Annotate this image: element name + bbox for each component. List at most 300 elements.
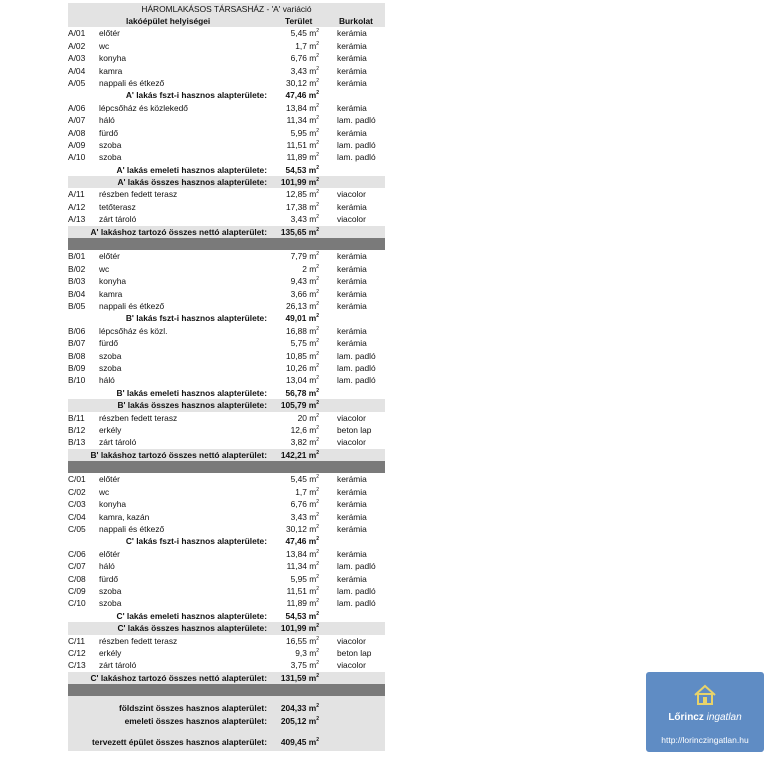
unit: m: [309, 338, 317, 349]
room-row: [68, 635, 385, 647]
room-row: [68, 263, 385, 275]
room-area-cell: 16,88 $m^2$: [285, 325, 319, 336]
room-name: tetőterasz: [99, 201, 136, 212]
room-area: 12,6: [290, 424, 307, 435]
unit: m: [309, 635, 317, 646]
room-row: [68, 473, 385, 485]
room-name: részben fedett terasz: [99, 412, 178, 423]
units-container: [68, 27, 385, 696]
room-name: előtér: [99, 251, 120, 262]
header-rooms: lakóépület helyiségei: [126, 16, 211, 26]
room-row: [68, 188, 385, 200]
room-finish: kerámia: [337, 573, 367, 584]
room-area: 9,3: [295, 647, 307, 658]
unit: m: [309, 139, 317, 150]
room-area: 5,45: [290, 28, 307, 39]
room-code: A/05: [68, 77, 86, 88]
unit-total-value: 105,79: [280, 400, 307, 411]
room-area: 3,43: [290, 511, 307, 522]
subtotal-label: A' lakás emeleti hasznos alapterülete:: [116, 164, 267, 175]
room-code: C/09: [68, 585, 86, 596]
room-area: 3,43: [290, 214, 307, 225]
room-finish: lam. padló: [337, 598, 376, 609]
subtotal-value-cell: 47,46 $m^2$: [285, 536, 319, 547]
room-finish: kerámia: [337, 338, 367, 349]
room-finish: viacolor: [337, 214, 366, 225]
room-finish: kerámia: [337, 65, 367, 76]
room-name: előtér: [99, 548, 120, 559]
room-area: 10,85: [285, 350, 307, 361]
unit: m: [309, 561, 317, 572]
room-row: [68, 548, 385, 560]
room-row: [68, 40, 385, 52]
agency-badge[interactable]: [646, 672, 764, 752]
room-row: [68, 486, 385, 498]
unit: m: [308, 400, 317, 411]
room-code: C/06: [68, 548, 86, 559]
room-area-cell: 13,84 $m^2$: [285, 548, 319, 559]
room-name: erkély: [99, 647, 122, 658]
room-area-cell: 11,51 $m^2$: [286, 585, 319, 596]
room-area-cell: 2 $m^2$: [302, 263, 319, 274]
room-finish: kerámia: [337, 486, 367, 497]
room-row: [68, 139, 385, 151]
unit: m: [309, 585, 317, 596]
total-ground-label: földszint összes hasznos alapterület:: [119, 703, 267, 714]
unit: m: [309, 424, 317, 435]
unit: m: [309, 214, 317, 225]
room-name: konyha: [99, 499, 127, 510]
room-row: [68, 114, 385, 126]
subtotal-label: A' lakás fszt-i hasznos alapterülete:: [125, 90, 267, 101]
room-area-cell: 3,43 $m^2$: [290, 65, 319, 76]
room-code: A/09: [68, 139, 86, 150]
room-row: [68, 647, 385, 659]
total-ground-value: 204,33: [280, 703, 307, 714]
room-area: 5,75: [290, 338, 307, 349]
room-area-cell: 20 $m^2$: [297, 412, 319, 423]
room-area: 3,66: [290, 288, 307, 299]
room-area-cell: 3,82 $m^2$: [290, 437, 319, 448]
room-name: szoba: [99, 152, 122, 163]
room-area-cell: 26,13 $m^2$: [285, 300, 319, 311]
unit: m: [309, 115, 317, 126]
room-area: 3,82: [290, 437, 307, 448]
room-finish: lam. padló: [337, 152, 376, 163]
room-area: 17,38: [285, 201, 307, 212]
room-area-cell: 10,85 $m^2$: [285, 350, 319, 361]
room-name: szoba: [99, 350, 122, 361]
subtotal-label: C' lakás emeleti hasznos alapterülete:: [116, 610, 267, 621]
room-area: 13,84: [285, 548, 307, 559]
room-code: A/03: [68, 53, 86, 64]
room-name: részben fedett terasz: [99, 189, 178, 200]
room-name: szoba: [99, 585, 122, 596]
room-area: 5,95: [290, 573, 307, 584]
room-finish: kerámia: [337, 127, 367, 138]
room-code: C/02: [68, 486, 86, 497]
room-area: 20: [297, 412, 307, 423]
unit: m: [309, 499, 317, 510]
room-row: [68, 350, 385, 362]
room-row: [68, 436, 385, 448]
room-code: B/11: [68, 412, 85, 423]
unit: m: [308, 90, 317, 101]
unit-total: [68, 399, 385, 411]
room-code: A/08: [68, 127, 86, 138]
room-area: 11,89: [286, 598, 307, 609]
subtotal-value: 54,53: [285, 164, 307, 175]
room-name: wc: [99, 486, 110, 497]
room-code: A/06: [68, 102, 86, 113]
subtotal-label: B' lakás emeleti hasznos alapterülete:: [116, 387, 267, 398]
unit: m: [308, 536, 317, 547]
unit: m: [309, 127, 317, 138]
room-row: [68, 412, 385, 424]
room-name: erkély: [99, 424, 122, 435]
room-name: fürdő: [99, 338, 119, 349]
room-row: [68, 213, 385, 225]
room-code: B/10: [68, 375, 86, 386]
room-area-cell: 13,04 $m^2$: [285, 375, 319, 386]
subtotal: [68, 89, 385, 101]
unit-net-total: [68, 226, 385, 238]
unit: m: [309, 647, 317, 658]
room-area: 16,88: [285, 325, 307, 336]
room-area: 5,95: [290, 127, 307, 138]
room-row: [68, 102, 385, 114]
total-planned: tervezett épület összes hasznos alapterület: 409,45 $m^2$: [68, 733, 385, 751]
unit: m: [308, 449, 317, 460]
room-finish: kerámia: [337, 263, 367, 274]
unit-net-total-label: C' lakáshoz tartozó összes nettó alapterület:: [90, 672, 267, 683]
room-area: 10,26: [285, 362, 307, 373]
unit: m: [308, 623, 317, 634]
room-finish: viacolor: [337, 635, 366, 646]
room-finish: beton lap: [337, 647, 372, 658]
total-planned-label: tervezett épület összes hasznos alapterület:: [92, 737, 267, 748]
room-name: háló: [99, 115, 115, 126]
room-code: C/12: [68, 647, 86, 658]
room-finish: kerámia: [337, 524, 367, 535]
room-area: 11,89: [286, 152, 307, 163]
room-name: lépcsőház és közl.: [99, 325, 168, 336]
room-row: [68, 65, 385, 77]
unit-net-total: [68, 449, 385, 461]
room-area-cell: 17,38 $m^2$: [285, 201, 319, 212]
room-name: konyha: [99, 276, 127, 287]
unit: m: [309, 437, 317, 448]
unit: m: [309, 40, 317, 51]
room-row: [68, 250, 385, 262]
room-finish: kerámia: [337, 40, 367, 51]
area-table: [68, 3, 385, 751]
unit: m: [309, 474, 317, 485]
room-area: 3,75: [290, 660, 307, 671]
room-area: 30,12: [285, 77, 307, 88]
unit-total-value: 101,99: [280, 623, 307, 634]
title-sub: - 'A' variáció: [264, 4, 312, 14]
unit-total: [68, 622, 385, 634]
unit: m: [308, 313, 317, 324]
room-area-cell: 1,7 $m^2$: [295, 486, 319, 497]
subtotal-value-cell: 56,78 $m^2$: [285, 387, 319, 398]
room-code: C/03: [68, 499, 86, 510]
room-area-cell: 11,89 $m^2$: [286, 152, 319, 163]
subtotal-value-cell: 47,46 $m^2$: [285, 90, 319, 101]
room-area-cell: 11,34 $m^2$: [286, 561, 319, 572]
unit: m: [309, 288, 317, 299]
room-area: 6,76: [290, 53, 307, 64]
unit-total-value: 101,99: [280, 177, 307, 188]
room-area-cell: 6,76 $m^2$: [290, 53, 319, 64]
unit: m: [309, 412, 317, 423]
unit: m: [309, 375, 317, 386]
unit-net-total-value-cell: 131,59 $m^2$: [280, 672, 319, 683]
unit: m: [309, 511, 317, 522]
subtotal-value-cell: 49,01 $m^2$: [285, 313, 319, 324]
room-finish: kerámia: [337, 325, 367, 336]
room-name: nappali és étkező: [99, 300, 165, 311]
room-finish: kerámia: [337, 511, 367, 522]
room-code: A/11: [68, 189, 85, 200]
unit-separator: [68, 461, 385, 473]
room-area: 2: [302, 263, 307, 274]
table-header: [68, 15, 385, 27]
room-row: [68, 597, 385, 609]
room-area-cell: 3,43 $m^2$: [290, 214, 319, 225]
room-area-cell: 11,89 $m^2$: [286, 598, 319, 609]
room-area-cell: 12,6 $m^2$: [290, 424, 319, 435]
unit: m: [309, 325, 317, 336]
unit-total: [68, 176, 385, 188]
room-area-cell: 12,85 $m^2$: [285, 189, 319, 200]
room-name: háló: [99, 375, 115, 386]
unit: m: [309, 102, 317, 113]
subtotal-value-cell: 54,53 $m^2$: [285, 610, 319, 621]
unit: m: [309, 276, 317, 287]
unit-total-label: A' lakás összes hasznos alapterülete:: [117, 177, 267, 188]
total-planned-value: 409,45: [280, 737, 307, 748]
subtotal: [68, 535, 385, 547]
unit-net-total-value: 142,21: [280, 449, 307, 460]
subtotal-label: C' lakás fszt-i hasznos alapterülete:: [125, 536, 267, 547]
room-row: [68, 511, 385, 523]
room-area: 11,51: [286, 139, 307, 150]
room-finish: kerámia: [337, 276, 367, 287]
unit: m: [309, 486, 317, 497]
unit-total-label: B' lakás összes hasznos alapterülete:: [117, 400, 267, 411]
room-name: kamra: [99, 288, 123, 299]
room-finish: kerámia: [337, 474, 367, 485]
room-area: 3,43: [290, 65, 307, 76]
unit-total-value-cell: 105,79 $m^2$: [280, 400, 319, 411]
total-upper-value: 205,12: [280, 715, 307, 726]
room-code: B/08: [68, 350, 86, 361]
agency-name: [646, 712, 764, 723]
room-area: 11,34: [286, 561, 307, 572]
room-name: zárt tároló: [99, 214, 137, 225]
room-area: 6,76: [290, 499, 307, 510]
room-finish: kerámia: [337, 77, 367, 88]
room-name: fürdő: [99, 573, 119, 584]
unit: m: [309, 263, 317, 274]
room-finish: lam. padló: [337, 375, 376, 386]
unit: m: [309, 189, 317, 200]
room-code: B/04: [68, 288, 86, 299]
unit: m: [309, 53, 317, 64]
room-code: B/02: [68, 263, 86, 274]
room-row: [68, 498, 385, 510]
room-name: wc: [99, 263, 110, 274]
room-area-cell: 11,34 $m^2$: [286, 115, 319, 126]
unit: m: [309, 77, 317, 88]
subtotal-value: 56,78: [285, 387, 307, 398]
unit: m: [309, 660, 317, 671]
room-area: 11,34: [286, 115, 307, 126]
room-finish: lam. padló: [337, 350, 376, 361]
room-area: 16,55: [285, 635, 307, 646]
house-logo-icon: [693, 684, 717, 706]
header-finish: Burkolat: [339, 16, 373, 26]
room-area-cell: 5,95 $m^2$: [290, 573, 319, 584]
room-finish: kerámia: [337, 499, 367, 510]
room-area-cell: 5,95 $m^2$: [290, 127, 319, 138]
room-name: nappali és étkező: [99, 524, 165, 535]
room-row: [68, 325, 385, 337]
room-name: részben fedett terasz: [99, 635, 178, 646]
room-code: B/01: [68, 251, 86, 262]
room-name: kamra: [99, 65, 123, 76]
room-finish: lam. padló: [337, 585, 376, 596]
room-row: [68, 374, 385, 386]
agency-url[interactable]: http://lorinczingatlan.hu: [661, 735, 749, 745]
unit: m: [309, 573, 317, 584]
room-area: 13,84: [285, 102, 307, 113]
room-finish: viacolor: [337, 660, 366, 671]
room-area: 30,12: [285, 524, 307, 535]
room-code: B/12: [68, 424, 86, 435]
room-finish: kerámia: [337, 201, 367, 212]
room-area-cell: 30,12 $m^2$: [285, 524, 319, 535]
room-code: C/05: [68, 524, 86, 535]
room-finish: kerámia: [337, 251, 367, 262]
subtotal: [68, 610, 385, 622]
room-area: 1,7: [295, 486, 307, 497]
room-row: [68, 523, 385, 535]
room-finish: beton lap: [337, 424, 372, 435]
unit-total-value-cell: 101,99 $m^2$: [280, 623, 319, 634]
room-row: [68, 127, 385, 139]
unit-net-total-label: A' lakáshoz tartozó összes nettó alapterület:: [90, 226, 267, 237]
room-area: 12,85: [285, 189, 307, 200]
room-code: B/07: [68, 338, 86, 349]
subtotal: [68, 164, 385, 176]
room-name: lépcsőház és közlekedő: [99, 102, 188, 113]
unit: m: [308, 177, 317, 188]
room-name: zárt tároló: [99, 660, 137, 671]
room-area-cell: 3,75 $m^2$: [290, 660, 319, 671]
room-name: kamra, kazán: [99, 511, 150, 522]
room-code: B/06: [68, 325, 86, 336]
unit: m: [309, 65, 317, 76]
room-code: A/10: [68, 152, 86, 163]
room-name: előtér: [99, 474, 120, 485]
room-area-cell: 9,43 $m^2$: [290, 276, 319, 287]
agency-name-light: ingatlan: [703, 712, 742, 723]
room-area-cell: 7,79 $m^2$: [290, 251, 319, 262]
room-code: A/12: [68, 201, 86, 212]
room-name: zárt tároló: [99, 437, 137, 448]
room-name: háló: [99, 561, 115, 572]
room-name: fürdő: [99, 127, 119, 138]
room-area-cell: 30,12 $m^2$: [285, 77, 319, 88]
room-row: [68, 151, 385, 163]
room-code: C/08: [68, 573, 86, 584]
subtotal-value: 49,01: [285, 313, 307, 324]
subtotal: [68, 387, 385, 399]
unit: m: [309, 300, 317, 311]
room-row: [68, 77, 385, 89]
room-code: B/05: [68, 300, 86, 311]
room-row: [68, 573, 385, 585]
unit: m: [309, 28, 317, 39]
unit: m: [308, 610, 317, 621]
unit-total-value-cell: 101,99 $m^2$: [280, 177, 319, 188]
unit: m: [309, 350, 317, 361]
title-main: HÁROMLAKÁSOS TÁRSASHÁZ: [141, 4, 265, 14]
room-finish: lam. padló: [337, 139, 376, 150]
room-name: wc: [99, 40, 110, 51]
unit: m: [309, 201, 317, 212]
room-area-cell: 5,45 $m^2$: [290, 28, 319, 39]
unit: m: [309, 524, 317, 535]
room-area: 11,51: [286, 585, 307, 596]
room-area-cell: 11,51 $m^2$: [286, 139, 319, 150]
room-area-cell: 5,45 $m^2$: [290, 474, 319, 485]
room-finish: viacolor: [337, 412, 366, 423]
room-code: C/11: [68, 635, 86, 646]
room-code: B/13: [68, 437, 86, 448]
room-finish: kerámia: [337, 53, 367, 64]
total-upper-label: emeleti összes hasznos alapterület:: [124, 715, 267, 726]
room-row: [68, 27, 385, 39]
unit-total-label: C' lakás összes hasznos alapterülete:: [117, 623, 267, 634]
room-finish: kerámia: [337, 548, 367, 559]
unit-separator: [68, 238, 385, 250]
room-row: [68, 300, 385, 312]
room-row: [68, 424, 385, 436]
unit: m: [309, 362, 317, 373]
room-area: 13,04: [285, 375, 307, 386]
unit-net-total-value: 135,65: [280, 226, 307, 237]
unit: m: [309, 598, 317, 609]
room-code: A/13: [68, 214, 86, 225]
room-finish: kerámia: [337, 300, 367, 311]
unit-net-total: [68, 672, 385, 684]
room-area: 1,7: [295, 40, 307, 51]
room-area-cell: 16,55 $m^2$: [285, 635, 319, 646]
room-finish: kerámia: [337, 102, 367, 113]
room-row: [68, 288, 385, 300]
subtotal-value-cell: 54,53 $m^2$: [285, 164, 319, 175]
room-code: A/01: [68, 28, 86, 39]
unit-separator: [68, 684, 385, 696]
room-name: szoba: [99, 139, 122, 150]
unit-net-total-value-cell: 142,21 $m^2$: [280, 449, 319, 460]
room-row: [68, 585, 385, 597]
room-finish: kerámia: [337, 288, 367, 299]
